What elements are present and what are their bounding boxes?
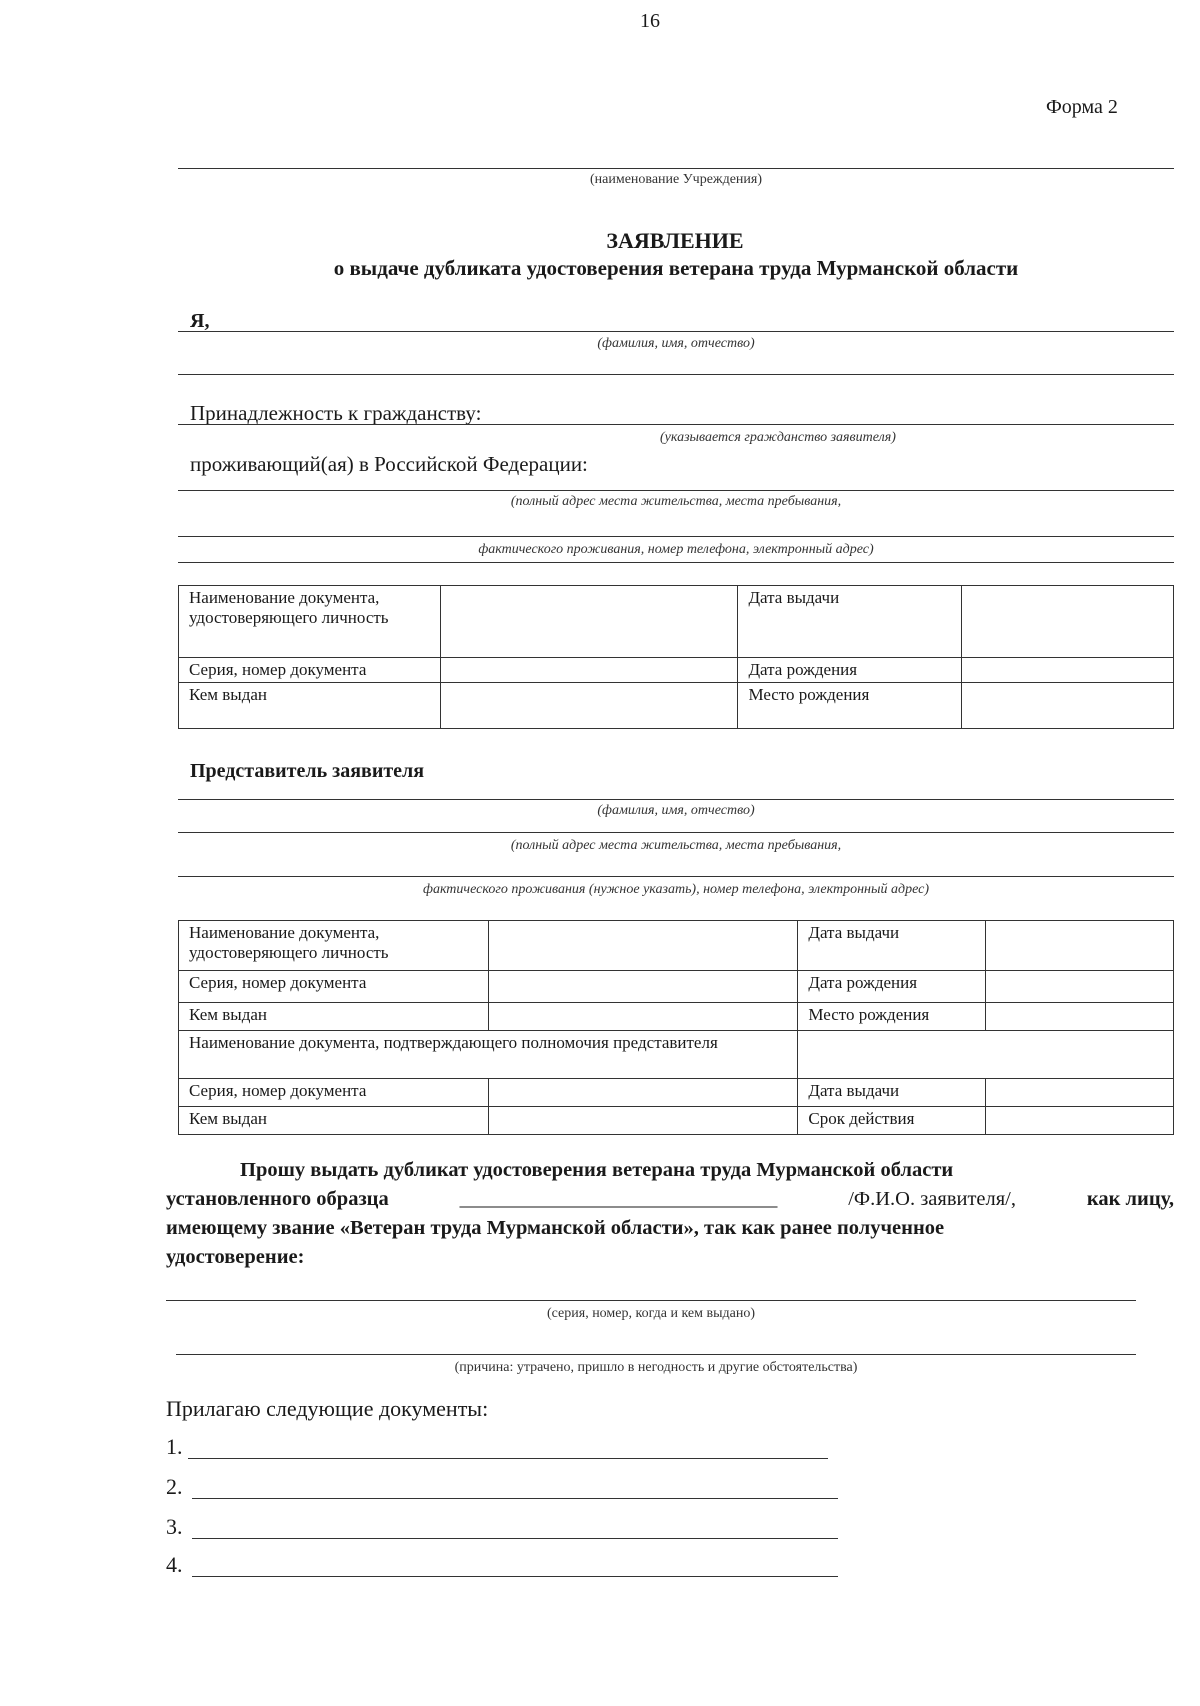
- birth-place-field[interactable]: [962, 683, 1174, 729]
- representative-document-table: [178, 920, 1174, 1135]
- document-subtitle: о выдаче дубликата удостоверения ветерана труда Мурманской области: [333, 256, 1019, 280]
- institution-caption: (наименование Учреждения): [589, 172, 763, 187]
- attachment-line-3[interactable]: [192, 1538, 838, 1539]
- attachment-line-4[interactable]: [192, 1576, 838, 1577]
- rep-doc-name-field[interactable]: [488, 921, 798, 971]
- reason-line[interactable]: [176, 1354, 1136, 1355]
- rep-birth-place-field[interactable]: [986, 1003, 1174, 1031]
- attachment-line-1[interactable]: [188, 1458, 828, 1459]
- applicant-prefix: Я,: [190, 310, 210, 332]
- rep-issue-date-field[interactable]: [986, 921, 1174, 971]
- applicant-name-line-2[interactable]: [178, 374, 1174, 375]
- representative-heading: Представитель заявителя: [190, 760, 425, 782]
- applicant-name-caption: (фамилия, имя, отчество): [597, 336, 755, 351]
- rep-address-caption-1: (полный адрес места жительства, места пребывания,: [510, 838, 842, 853]
- series-number-label: Серия, номер документа: [179, 658, 441, 683]
- address-line-1[interactable]: [178, 490, 1174, 491]
- table-row: [179, 1031, 1174, 1079]
- attachment-line-2[interactable]: [192, 1498, 838, 1499]
- certificate-caption: (серия, номер, когда и кем выдано): [547, 1306, 755, 1321]
- institution-line[interactable]: [178, 168, 1174, 169]
- auth-issue-date-field[interactable]: [986, 1079, 1174, 1107]
- rep-series-number-label: Серия, номер документа: [179, 971, 489, 1003]
- doc-name-label: Наименование документа, удостоверяющего личность: [179, 586, 441, 658]
- certificate-line[interactable]: [166, 1300, 1136, 1301]
- applicant-fio-blank[interactable]: _______________________________: [459, 1188, 778, 1210]
- request-line-3: имеющему звание «Ветеран труда Мурманской области», так как ранее полученное: [166, 1217, 945, 1239]
- citizenship-label: Принадлежность к гражданству:: [190, 401, 482, 425]
- residence-label: проживающий(ая) в Российской Федерации:: [190, 452, 588, 476]
- series-number-field[interactable]: [440, 658, 738, 683]
- table-row: [179, 1003, 1174, 1031]
- request-line-2-end: как лицу,: [1086, 1188, 1174, 1210]
- rep-address-caption-2: фактического проживания (нужное указать), номер телефона, электронный адрес): [423, 882, 929, 897]
- request-line-2-start: установленного образца: [166, 1188, 389, 1210]
- authority-doc-label: Наименование документа, подтверждающего полномочия представителя: [179, 1031, 798, 1079]
- document-title: ЗАЯВЛЕНИЕ: [606, 228, 744, 253]
- issue-date-label: Дата выдачи: [738, 586, 962, 658]
- table-row: [179, 586, 1174, 658]
- address-line-2[interactable]: [178, 536, 1174, 537]
- form-label: Форма 2: [1046, 96, 1118, 118]
- attachment-number-2: 2.: [166, 1474, 183, 1499]
- applicant-document-table: [178, 585, 1174, 729]
- request-line-1: Прошу выдать дубликат удостоверения ветерана труда Мурманской области: [240, 1159, 954, 1181]
- auth-issued-by-label: Кем выдан: [179, 1107, 489, 1135]
- rep-address-line-1[interactable]: [178, 832, 1174, 833]
- table-row: [179, 658, 1174, 683]
- applicant-name-line[interactable]: [178, 331, 1174, 332]
- authority-doc-field[interactable]: [798, 1031, 1174, 1079]
- rep-birth-place-label: Место рождения: [798, 1003, 986, 1031]
- address-line-3[interactable]: [178, 562, 1174, 563]
- attachment-number-4: 4.: [166, 1552, 183, 1577]
- attachment-number-3: 3.: [166, 1514, 183, 1539]
- rep-issue-date-label: Дата выдачи: [798, 921, 986, 971]
- auth-issue-date-label: Дата выдачи: [798, 1079, 986, 1107]
- reason-caption: (причина: утрачено, пришло в негодность и другие обстоятельства): [454, 1360, 858, 1375]
- page-number: 16: [640, 10, 660, 32]
- auth-validity-field[interactable]: [986, 1107, 1174, 1135]
- table-row: [179, 1107, 1174, 1135]
- table-row: [179, 683, 1174, 729]
- address-caption-2: фактического проживания, номер телефона, электронный адрес): [478, 542, 874, 557]
- table-row: [179, 1079, 1174, 1107]
- auth-issued-by-field[interactable]: [488, 1107, 798, 1135]
- auth-series-number-field[interactable]: [488, 1079, 798, 1107]
- rep-name-caption: (фамилия, имя, отчество): [597, 803, 755, 818]
- table-row: [179, 921, 1174, 971]
- rep-address-line-2[interactable]: [178, 876, 1174, 877]
- rep-series-number-field[interactable]: [488, 971, 798, 1003]
- birth-date-field[interactable]: [962, 658, 1174, 683]
- auth-series-number-label: Серия, номер документа: [179, 1079, 489, 1107]
- rep-issued-by-label: Кем выдан: [179, 1003, 489, 1031]
- request-line-2: [166, 1188, 1174, 1211]
- rep-doc-name-label: Наименование документа, удостоверяющего личность: [179, 921, 489, 971]
- request-line-4: удостоверение:: [166, 1246, 305, 1268]
- rep-name-line[interactable]: [178, 799, 1174, 800]
- rep-issued-by-field[interactable]: [488, 1003, 798, 1031]
- issue-date-field[interactable]: [962, 586, 1174, 658]
- request-fio-label: /Ф.И.О. заявителя/,: [848, 1188, 1017, 1210]
- table-row: [179, 971, 1174, 1003]
- citizenship-line[interactable]: [178, 424, 1174, 425]
- issued-by-field[interactable]: [440, 683, 738, 729]
- rep-birth-date-label: Дата рождения: [798, 971, 986, 1003]
- birth-date-label: Дата рождения: [738, 658, 962, 683]
- attachment-number-1: 1.: [166, 1434, 183, 1459]
- rep-birth-date-field[interactable]: [986, 971, 1174, 1003]
- doc-name-field[interactable]: [440, 586, 738, 658]
- birth-place-label: Место рождения: [738, 683, 962, 729]
- attachments-heading: Прилагаю следующие документы:: [166, 1396, 489, 1421]
- issued-by-label: Кем выдан: [179, 683, 441, 729]
- auth-validity-label: Срок действия: [798, 1107, 986, 1135]
- address-caption-1: (полный адрес места жительства, места пребывания,: [510, 494, 842, 509]
- citizenship-caption: (указывается гражданство заявителя): [660, 430, 896, 445]
